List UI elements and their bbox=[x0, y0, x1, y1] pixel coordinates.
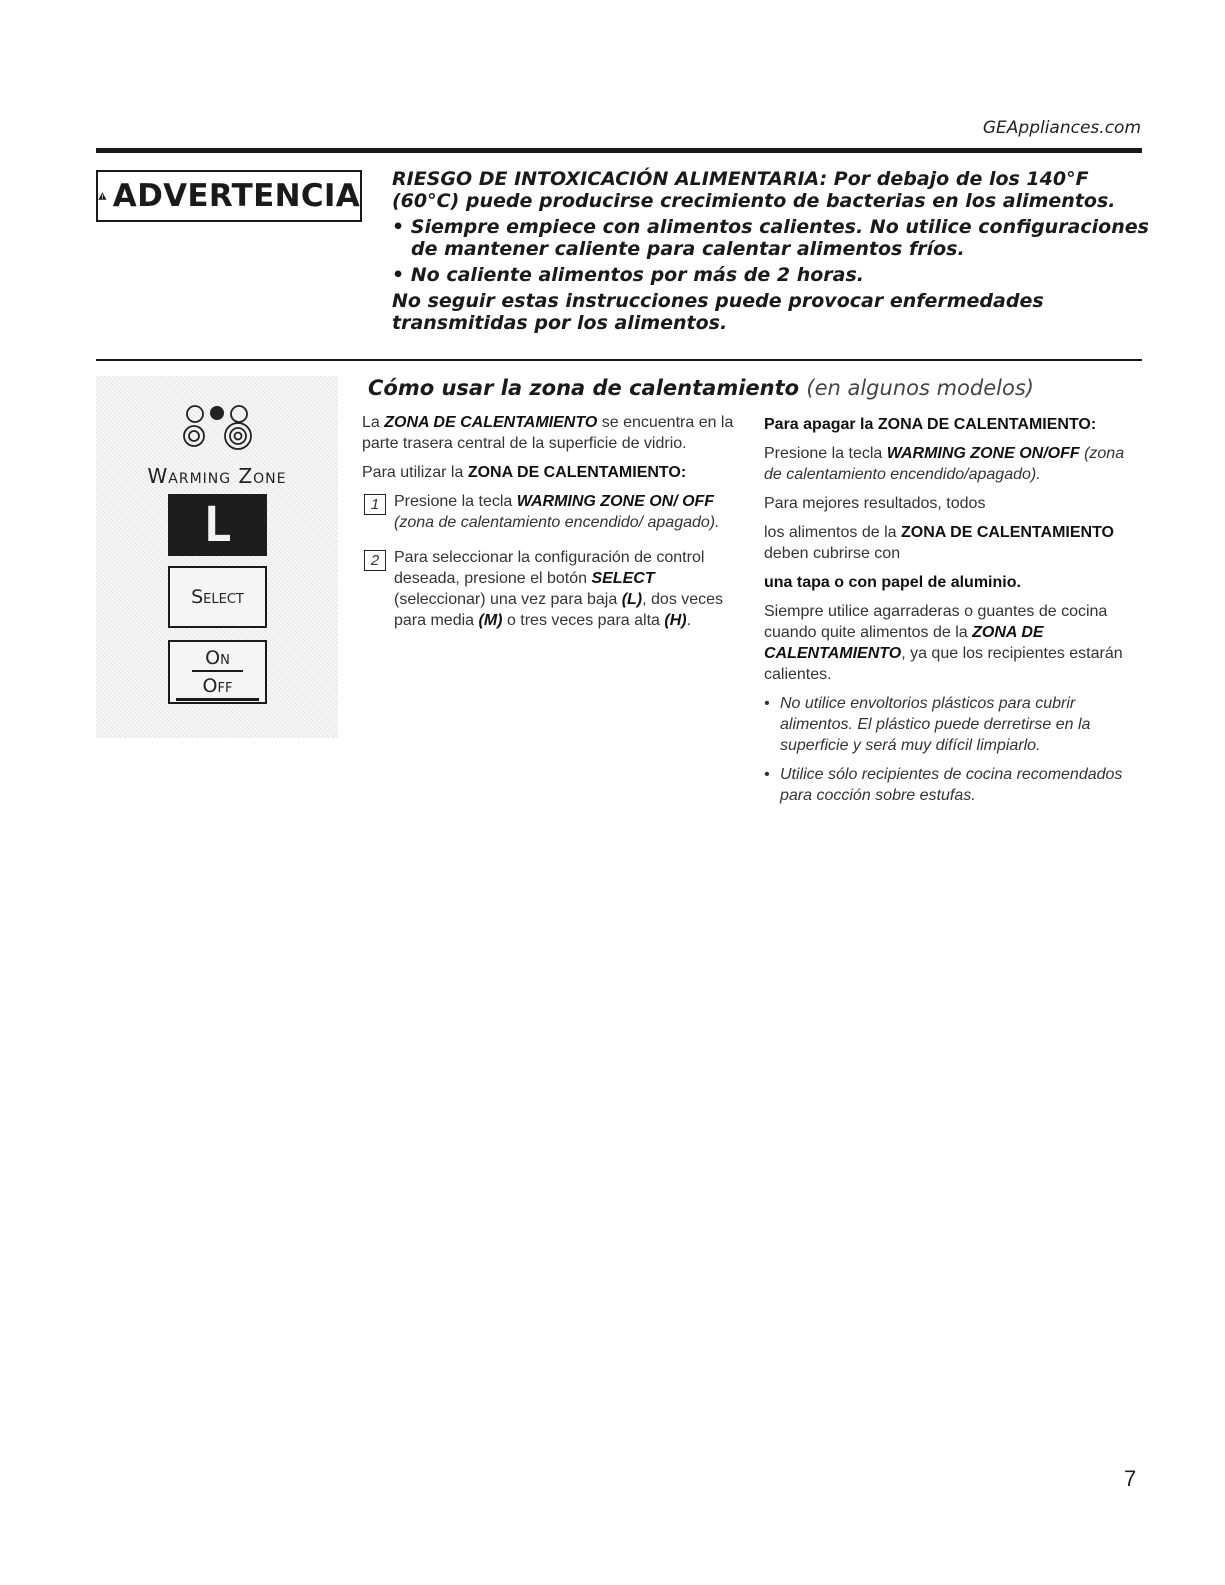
page-number: 7 bbox=[1124, 1466, 1137, 1491]
step-2-mid-1: (seleccionar) una vez para baja bbox=[394, 591, 618, 608]
burner-indicator-icon bbox=[96, 376, 338, 466]
step-1 bbox=[362, 491, 744, 533]
step-2-number: 2 bbox=[364, 550, 386, 571]
off-label: Off bbox=[176, 674, 259, 701]
use-pre: Para utilizar la bbox=[362, 464, 464, 481]
warning-bullet-2 bbox=[392, 264, 1152, 286]
step-1-number: 1 bbox=[364, 494, 386, 515]
zone-display bbox=[168, 494, 267, 556]
site-url: GEAppliances.com bbox=[982, 118, 1141, 138]
off-key: WARMING ZONE ON/OFF bbox=[886, 445, 1080, 462]
section-title bbox=[368, 376, 1034, 400]
intro-post: se encuentra en la parte trasera central de la superficie de vidrio. bbox=[362, 414, 734, 452]
cover-post: deben cubrirse con bbox=[764, 545, 901, 562]
off-heading bbox=[764, 414, 1146, 435]
use-zone: ZONA DE CALENTAMIENTO: bbox=[467, 464, 687, 481]
warming-zone-label: Warming Zone bbox=[147, 464, 287, 488]
display-setting: L bbox=[203, 497, 232, 553]
step-1-key: WARMING ZONE ON/ OFF bbox=[516, 493, 715, 510]
on-label: On bbox=[192, 646, 243, 672]
intro-paragraph bbox=[362, 412, 744, 454]
cover-paragraph bbox=[764, 522, 1146, 564]
note-2 bbox=[764, 764, 1146, 806]
step-2-high: (H) bbox=[664, 612, 687, 629]
warming-zone-panel-image bbox=[96, 376, 338, 738]
warning-triangle-icon bbox=[98, 182, 107, 210]
warning-bullet-2-text: No caliente alimentos por más de 2 horas. bbox=[410, 264, 864, 286]
mitts-post: , ya que los recipientes estarán calientes. bbox=[764, 645, 1123, 683]
step-2-pre: Para seleccionar la configuración de control deseada, presione el botón bbox=[394, 549, 705, 587]
step-2-mid-2: , dos veces para media bbox=[394, 591, 724, 629]
use-paragraph bbox=[362, 462, 744, 483]
note-2-text: Utilice sólo recipientes de cocina recomendados para cocción sobre estufas. bbox=[780, 766, 1123, 804]
cover-bold: una tapa o con papel de aluminio. bbox=[764, 574, 1021, 591]
cover-pre: los alimentos de la bbox=[764, 524, 897, 541]
step-2-key: SELECT bbox=[591, 570, 655, 587]
off-paragraph bbox=[764, 443, 1146, 485]
bullet-icon: • bbox=[392, 264, 405, 286]
bullet-icon: • bbox=[764, 766, 770, 783]
step-2-medium: (M) bbox=[478, 612, 503, 629]
mitts-pre: Siempre utilice agarraderas o guantes de cocina cuando quite alimentos de la bbox=[764, 603, 1108, 641]
header-rule bbox=[96, 148, 1142, 153]
warning-text bbox=[392, 168, 1152, 338]
off-paren: (zona de calentamiento encendido/apagado). bbox=[764, 445, 1125, 483]
left-column bbox=[362, 412, 744, 645]
step-2-low: (L) bbox=[621, 591, 643, 608]
warning-risk: RIESGO DE INTOXICACIÓN ALIMENTARIA: Por debajo de los 140°F (60°C) puede producirse crecimiento de bacterias en los alimentos. bbox=[392, 168, 1116, 212]
note-1 bbox=[764, 693, 1146, 756]
right-column bbox=[764, 414, 1146, 814]
mitts-paragraph bbox=[764, 601, 1146, 685]
intro-zone: ZONA DE CALENTAMIENTO bbox=[384, 414, 598, 431]
warning-label-box bbox=[96, 170, 362, 222]
on-off-button bbox=[168, 640, 267, 704]
step-1-text bbox=[394, 491, 744, 533]
step-2-text bbox=[394, 547, 744, 631]
warning-bullet-1-line-1: Siempre empiece con alimentos calientes. No utilice configuraciones bbox=[410, 216, 1149, 238]
off-pre: Presione la tecla bbox=[764, 445, 883, 462]
bullet-icon: • bbox=[764, 695, 770, 712]
intro-pre: La bbox=[362, 414, 380, 431]
step-1-paren: (zona de calentamiento encendido/ apagado). bbox=[394, 514, 720, 531]
step-2-mid-3: o tres veces para alta bbox=[506, 612, 660, 629]
warning-label: ADVERTENCIA bbox=[112, 178, 360, 214]
note-1-text: No utilice envoltorios plásticos para cubrir alimentos. El plástico puede derretirse en la superficie y será muy difícil limpiarlo. bbox=[780, 695, 1091, 754]
mitts-zone: ZONA DE CALENTAMIENTO bbox=[764, 624, 1044, 662]
cover-bold-paragraph bbox=[764, 572, 1146, 593]
best-results: Para mejores resultados, todos bbox=[764, 495, 986, 512]
bullet-icon: • bbox=[392, 216, 405, 238]
select-button: Select bbox=[168, 566, 267, 628]
step-1-pre: Presione la tecla bbox=[394, 493, 513, 510]
step-2 bbox=[362, 547, 744, 631]
section-rule bbox=[96, 359, 1142, 361]
section-title-sub: (en algunos modelos) bbox=[806, 376, 1034, 400]
cover-zone: ZONA DE CALENTAMIENTO bbox=[900, 524, 1114, 541]
warning-bullet-1-line-2: de mantener caliente para calentar alimentos fríos. bbox=[411, 238, 965, 260]
section-title-main: Cómo usar la zona de calentamiento bbox=[368, 376, 800, 400]
step-2-end: . bbox=[686, 612, 692, 629]
off-heading-text: Para apagar la ZONA DE CALENTAMIENTO: bbox=[764, 416, 1097, 433]
warning-consequence: No seguir estas instrucciones puede provocar enfermedades transmitidas por los alimentos. bbox=[392, 290, 1044, 334]
warning-bullet-1 bbox=[392, 216, 1152, 260]
